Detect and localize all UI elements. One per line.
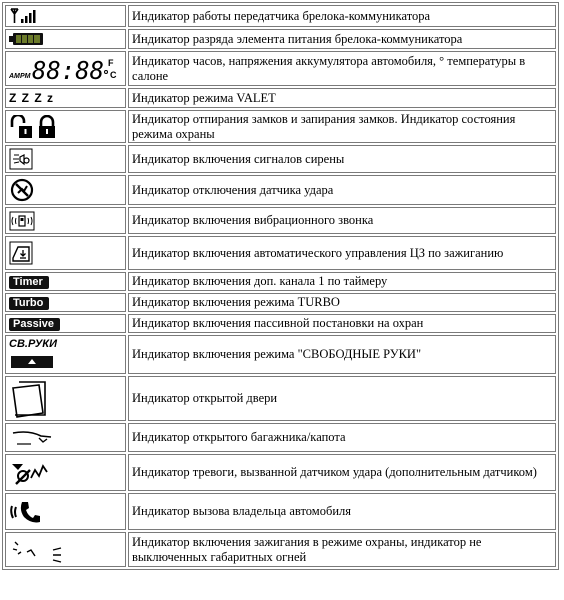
unit-f: F bbox=[108, 57, 114, 68]
valet-zzz-icon bbox=[9, 91, 122, 106]
icon-cell bbox=[5, 175, 126, 205]
description-cell: Индикатор включения автоматического управления ЦЗ по зажиганию bbox=[128, 236, 556, 270]
description-cell: Индикатор включения доп. канала 1 по таймеру bbox=[128, 272, 556, 291]
icon-cell bbox=[5, 376, 126, 421]
pm-label: PM bbox=[20, 72, 31, 80]
vibration-icon bbox=[9, 211, 122, 231]
table-row bbox=[5, 175, 556, 205]
icon-cell bbox=[5, 110, 126, 143]
transmitter-signal-icon bbox=[9, 7, 122, 25]
icon-cell bbox=[5, 423, 126, 452]
description-cell: Индикатор тревоги, вызванной датчиком удара (дополнительным датчиком) bbox=[128, 454, 556, 491]
description-cell: Индикатор вызова владельца автомобиля bbox=[128, 493, 556, 530]
hands-free-icon bbox=[9, 338, 122, 368]
description-cell: Индикатор открытой двери bbox=[128, 376, 556, 421]
indicator-table bbox=[2, 2, 559, 570]
icon-cell bbox=[5, 5, 126, 27]
table-row bbox=[5, 293, 556, 312]
door-open-icon bbox=[9, 379, 122, 419]
up-arrow-button-icon bbox=[11, 356, 53, 368]
table-row bbox=[5, 88, 556, 108]
table-row bbox=[5, 236, 556, 270]
icon-cell bbox=[5, 29, 126, 49]
description-cell: Индикатор отключения датчика удара bbox=[128, 175, 556, 205]
clock-digits: 88:88 bbox=[32, 55, 104, 82]
description-cell: Индикатор включения вибрационного звонка bbox=[128, 207, 556, 234]
table-row bbox=[5, 335, 556, 374]
alarm-shock-icon bbox=[9, 458, 122, 488]
description-cell: Индикатор открытого багажника/капота bbox=[128, 423, 556, 452]
icon-cell bbox=[5, 145, 126, 173]
table-row bbox=[5, 110, 556, 143]
description-cell: Индикатор разряда элемента питания брелока-коммуникатора bbox=[128, 29, 556, 49]
table-row bbox=[5, 532, 556, 567]
ignition-lights-icon bbox=[9, 536, 122, 564]
call-owner-icon bbox=[9, 497, 122, 527]
turbo-label-icon: Turbo bbox=[9, 297, 49, 310]
icon-cell bbox=[5, 236, 126, 270]
icon-cell bbox=[5, 314, 126, 333]
auto-lock-icon bbox=[9, 241, 122, 265]
description-cell: Индикатор режима VALET bbox=[128, 88, 556, 108]
table-row bbox=[5, 51, 556, 86]
table-row bbox=[5, 207, 556, 234]
description-cell: Индикатор включения зажигания в режиме охраны, индикатор не выключенных габаритных огней bbox=[128, 532, 556, 567]
description-cell: Индикатор включения режима TURBO bbox=[128, 293, 556, 312]
shock-sensor-off-icon bbox=[9, 178, 122, 202]
icon-cell bbox=[5, 207, 126, 234]
siren-icon bbox=[9, 148, 122, 170]
table-row bbox=[5, 314, 556, 333]
icon-cell bbox=[5, 335, 126, 374]
table-row bbox=[5, 5, 556, 27]
timer-label-icon: Timer bbox=[9, 276, 49, 289]
unit-c: C bbox=[110, 69, 117, 80]
valet-glyphs: Z Z Z z bbox=[9, 90, 54, 105]
am-label: AM bbox=[9, 72, 20, 80]
table-row bbox=[5, 29, 556, 49]
icon-cell bbox=[5, 493, 126, 530]
icon-cell bbox=[5, 51, 126, 86]
description-cell: Индикатор включения пассивной постановки на охран bbox=[128, 314, 556, 333]
description-cell: Индикатор отпирания замков и запирания замков. Индикатор состояния режима охраны bbox=[128, 110, 556, 143]
table-row bbox=[5, 454, 556, 491]
trunk-hood-icon bbox=[9, 428, 122, 448]
icon-cell bbox=[5, 293, 126, 312]
table-row bbox=[5, 272, 556, 291]
table-row bbox=[5, 423, 556, 452]
hands-free-label: СВ.РУКИ bbox=[9, 338, 57, 350]
passive-label-icon: Passive bbox=[9, 318, 60, 331]
icon-cell bbox=[5, 454, 126, 491]
table-row bbox=[5, 145, 556, 173]
icon-cell bbox=[5, 272, 126, 291]
description-cell: Индикатор включения режима "СВОБОДНЫЕ РУКИ" bbox=[128, 335, 556, 374]
description-cell: Индикатор включения сигналов сирены bbox=[128, 145, 556, 173]
icon-cell bbox=[5, 532, 126, 567]
clock-display-icon bbox=[9, 56, 122, 82]
battery-icon bbox=[9, 32, 122, 46]
lock-icons bbox=[9, 115, 122, 139]
description-cell: Индикатор работы передатчика брелока-коммуникатора bbox=[128, 5, 556, 27]
icon-cell bbox=[5, 88, 126, 108]
table-row bbox=[5, 376, 556, 421]
description-cell: Индикатор часов, напряжения аккумулятора автомобиля, ° температуры в салоне bbox=[128, 51, 556, 86]
table-row bbox=[5, 493, 556, 530]
